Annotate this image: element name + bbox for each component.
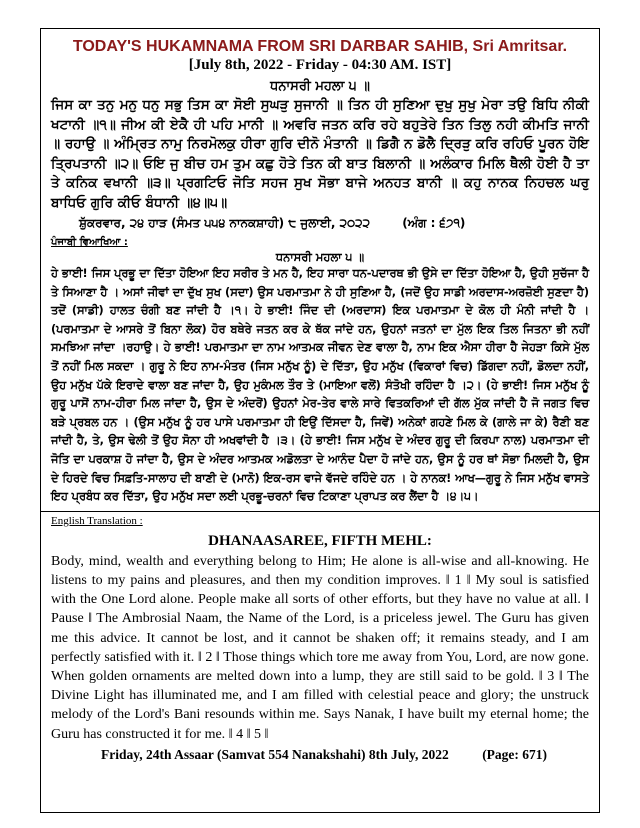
english-page-ref: (Page: 671) bbox=[482, 746, 548, 762]
english-text bbox=[51, 552, 589, 744]
gurbani-date: ਸ਼ੁੱਕਰਵਾਰ, ੨੪ ਹਾੜ (ਸੰਮਤ ੫੫੪ ਨਾਨਕਸ਼ਾਹੀ) ੮ ਜੁਲਾਈ, ੨੦੨੨ bbox=[79, 216, 371, 230]
gurbani-text bbox=[51, 96, 589, 213]
english-date: Friday, 24th Assaar (Samvat 554 Nanakshahi) 8th July, 2022 bbox=[101, 746, 449, 762]
punjabi-text bbox=[51, 265, 589, 507]
punjabi-label: ਪੰਜਾਬੀ ਵਿਆਖਿਆ : bbox=[51, 237, 128, 248]
english-heading: DHANAASAREE, FIFTH MEHL: bbox=[208, 532, 432, 549]
gurbani-ang: (ਅੰਗ : ੬੭੧) bbox=[402, 216, 466, 230]
section-divider bbox=[41, 511, 599, 512]
hukamnama-page bbox=[40, 28, 600, 813]
english-paragraph: Body, mind, wealth and everything belong to Him; He alone is all-wise and all-knowing. He listens to my pains and pleasures, and then my condition improves. ‖ 1 ‖ My soul is satisfied with the One Lord alone. People make all sorts of other efforts, but they have no value at all. ‖ Pause ‖ The Ambrosial Naam, the Name of the Lord, is a priceless jewel. The Guru has given me this advice. It cannot be lost, and it cannot be shaken off; it remains steady, and I am perfectly satisfied with it. ‖ 2 ‖ Those things which tore me away from You, Lord, are now gone. When golden ornaments are melted down into a lump, they are still said to be gold. ‖ 3 ‖ The Divine Light has illuminated me, and I am filled with celestial peace and glory; the unstruck melody of the Lord's Bani resounds within me. Says Nanak, I have built my eternal home; the Guru has constructed it for me. ‖ 4 ‖ 5 ‖ bbox=[51, 553, 589, 742]
punjabi-paragraph: ਹੇ ਭਾਈ! ਜਿਸ ਪ੍ਰਭੂ ਦਾ ਦਿੱਤਾ ਹੋਇਆ ਇਹ ਸਰੀਰ ਤੇ ਮਨ ਹੈ, ਇਹ ਸਾਰਾ ਧਨ-ਪਦਾਰਥ ਭੀ ਉਸੇ ਦਾ ਦਿੱਤਾ ਹੋਇਆ ਹੈ, ਉਹੀ ਸੁਚੱਜਾ ਹੈ ਤੇ ਸਿਆਣਾ ਹੈ । ਅਸਾਂ ਜੀਵਾਂ ਦਾ ਦੁੱਖ ਸੁਖ (ਸਦਾ) ਉਸ ਪਰਮਾਤਮਾ ਨੇ ਹੀ ਸੁਣਿਆ ਹੈ, (ਜਦੋਂ ਉਹ ਸਾਡੀ ਅਰਦਾਸ-ਅਰਜ਼ੋਈ ਸੁਣਦਾ ਹੈ) ਤਦੋਂ (ਸਾਡੀ) ਹਾਲਤ ਚੰਗੀ ਬਣ ਜਾਂਦੀ ਹੈ ।੧। ਹੇ ਭਾਈ! ਜਿੰਦ ਦੀ (ਅਰਦਾਸ) ਇਕ ਪਰਮਾਤਮਾ ਦੇ ਕੋਲ ਹੀ ਮੰਨੀ ਜਾਂਦੀ ਹੈ । (ਪਰਮਾਤਮਾ ਦੇ ਆਸਰੇ ਤੋਂ ਬਿਨਾ ਲੋਕ) ਹੋਰ ਬਥੇਰੇ ਜਤਨ ਕਰ ਕੇ ਥੱਕ ਜਾਂਦੇ ਹਨ, ਉਹਨਾਂ ਜਤਨਾਂ ਦਾ ਮੁੱਲ ਇਕ ਤਿਲ ਜਿਤਨਾ ਭੀ ਨਹੀਂ ਸਮਝਿਆ ਜਾਂਦਾ ।ਰਹਾਉ। ਹੇ ਭਾਈ! ਪਰਮਾਤਮਾ ਦਾ ਨਾਮ ਆਤਮਕ ਜੀਵਨ ਦੇਣ ਵਾਲਾ ਹੈ, ਨਾਮ ਇਕ ਐਸਾ ਹੀਰਾ ਹੈ ਜੇਹੜਾ ਕਿਸੇ ਮੁੱਲ ਤੋਂ ਨਹੀਂ ਮਿਲ ਸਕਦਾ । ਗੁਰੂ ਨੇ ਇਹ ਨਾਮ-ਮੰਤਰ (ਜਿਸ ਮਨੁੱਖ ਨੂੰ) ਦੇ ਦਿੱਤਾ, ਉਹ ਮਨੁੱਖ (ਵਿਕਾਰਾਂ ਵਿਚ) ਡਿੱਗਦਾ ਨਹੀਂ, ਡੋਲਦਾ ਨਹੀਂ, ਉਹ ਮਨੁੱਖ ਪੱਕੇ ਇਰਾਦੇ ਵਾਲਾ ਬਣ ਜਾਂਦਾ ਹੈ, ਉਹ ਮੁਕੰਮਲ ਤੌਰ ਤੇ (ਮਾਇਆ ਵਲੋਂ) ਸੰਤੋਖੀ ਰਹਿੰਦਾ ਹੈ ।੨। (ਹੇ ਭਾਈ! ਜਿਸ ਮਨੁੱਖ ਨੂੰ ਗੁਰੂ ਪਾਸੋਂ ਨਾਮ-ਹੀਰਾ ਮਿਲ ਜਾਂਦਾ ਹੈ, ਉਸ ਦੇ ਅੰਦਰੋਂ) ਉਹਨਾਂ ਮੇਰ-ਤੇਰ ਵਾਲੇ ਸਾਰੇ ਵਿਤਕਰਿਆਂ ਦੀ ਗੱਲ ਮੁੱਕ ਜਾਂਦੀ ਹੈ ਜੋ ਜਗਤ ਵਿਚ ਬੜੇ ਪ੍ਰਬਲ ਹਨ । (ਉਸ ਮਨੁੱਖ ਨੂੰ ਹਰ ਪਾਸੇ ਪਰਮਾਤਮਾ ਹੀ ਇਉਂ ਦਿੱਸਦਾ ਹੈ, ਜਿਵੇਂ) ਅਨੇਕਾਂ ਗਹਣੇ ਮਿਲ ਕੇ (ਗਾਲੇ ਜਾ ਕੇ) ਰੈਣੀ ਬਣ ਜਾਂਦੀ ਹੈ, ਤੇ, ਉਸ ਢੇਲੀ ਤੋਂ ਉਹ ਸੋਨਾ ਹੀ ਅਖਵਾਂਦੀ ਹੈ ।੩। (ਹੇ ਭਾਈ! ਜਿਸ ਮਨੁੱਖ ਦੇ ਅੰਦਰ ਗੁਰੂ ਦੀ ਕਿਰਪਾ ਨਾਲ) ਪਰਮਾਤਮਾ ਦੀ ਜੋਤਿ ਦਾ ਪਰਕਾਸ਼ ਹੋ ਜਾਂਦਾ ਹੈ, ਉਸ ਦੇ ਅੰਦਰ ਆਤਮਕ ਅਡੋਲਤਾ ਦੇ ਆਨੰਦ ਪੈਦਾ ਹੋ ਜਾਂਦੇ ਹਨ, ਉਸ ਨੂੰ ਹਰ ਥਾਂ ਸੋਭਾ ਮਿਲਦੀ ਹੈ, ਉਸ ਦੇ ਹਿਰਦੇ ਵਿਚ ਸਿਫ਼ਤਿ-ਸਾਲਾਹ ਦੀ ਬਾਣੀ ਦੇ (ਮਾਨੋ) ਇਕ-ਰਸ ਵਾਜੇ ਵੱਜਦੇ ਰਹਿੰਦੇ ਹਨ । ਹੇ ਨਾਨਕ! ਆਖ—ਗੁਰੂ ਨੇ ਜਿਸ ਮਨੁੱਖ ਵਾਸਤੇ ਇਹ ਪ੍ਰਬੰਧ ਕਰ ਦਿੱਤਾ, ਉਹ ਮਨੁੱਖ ਸਦਾ ਲਈ ਪ੍ਰਭੂ-ਚਰਨਾਂ ਵਿਚ ਟਿਕਾਣਾ ਪ੍ਰਾਪਤ ਕਰ ਲੈਂਦਾ ਹੈ ।੪।੫। bbox=[51, 267, 590, 504]
gurbani-paragraph: ਜਿਸ ਕਾ ਤਨੁ ਮਨੁ ਧਨੁ ਸਭੁ ਤਿਸ ਕਾ ਸੋਈ ਸੁਘੜੁ ਸੁਜਾਨੀ ॥ ਤਿਨ ਹੀ ਸੁਣਿਆ ਦੁਖੁ ਸੁਖੁ ਮੇਰਾ ਤਉ ਬਿਧਿ ਨੀਕੀ ਖਟਾਨੀ ॥੧॥ ਜੀਅ ਕੀ ਏਕੈ ਹੀ ਪਹਿ ਮਾਨੀ ॥ ਅਵਰਿ ਜਤਨ ਕਰਿ ਰਹੇ ਬਹੁਤੇਰੇ ਤਿਨ ਤਿਲੁ ਨਹੀ ਕੀਮਤਿ ਜਾਨੀ ॥ ਰਹਾਉ ॥ ਅੰਮ੍ਰਿਤ ਨਾਮੁ ਨਿਰਮੋਲਕੁ ਹੀਰਾ ਗੁਰਿ ਦੀਨੋ ਮੰਤਾਨੀ ॥ ਡਿਗੈ ਨ ਡੋਲੈ ਦ੍ਰਿੜੁ ਕਰਿ ਰਹਿਓ ਪੂਰਨ ਹੋਇ ਤ੍ਰਿਪਤਾਨੀ ॥੨॥ ਓਇ ਜੁ ਬੀਚ ਹਮ ਤੁਮ ਕਛੁ ਹੋਤੇ ਤਿਨ ਕੀ ਬਾਤ ਬਿਲਾਨੀ ॥ ਅਲੰਕਾਰ ਮਿਲਿ ਥੈਲੀ ਹੋਈ ਹੈ ਤਾ ਤੇ ਕਨਿਕ ਵਖਾਨੀ ॥੩॥ ਪ੍ਰਗਟਿਓ ਜੋਤਿ ਸਹਜ ਸੁਖ ਸੋਭਾ ਬਾਜੇ ਅਨਹਤ ਬਾਨੀ ॥ ਕਹੁ ਨਾਨਕ ਨਿਹਚਲ ਘਰੁ ਬਾਧਿਓ ਗੁਰਿ ਕੀਓ ਬੰਧਾਨੀ ॥੪॥੫॥ bbox=[51, 97, 589, 211]
punjabi-heading: ਧਨਾਸਰੀ ਮਹਲਾ ੫ ॥ bbox=[275, 250, 365, 264]
gurbani-heading: ਧਨਾਸਰੀ ਮਹਲਾ ੫ ॥ bbox=[270, 79, 370, 94]
english-date-line bbox=[101, 746, 589, 764]
english-label: English Translation : bbox=[51, 514, 143, 527]
gurbani-date-line bbox=[79, 215, 589, 232]
page-title: TODAY'S HUKAMNAMA FROM SRI DARBAR SAHIB, Sri Amritsar. bbox=[72, 38, 568, 55]
page-date: [July 8th, 2022 - Friday - 04:30 AM. IST] bbox=[188, 57, 452, 73]
